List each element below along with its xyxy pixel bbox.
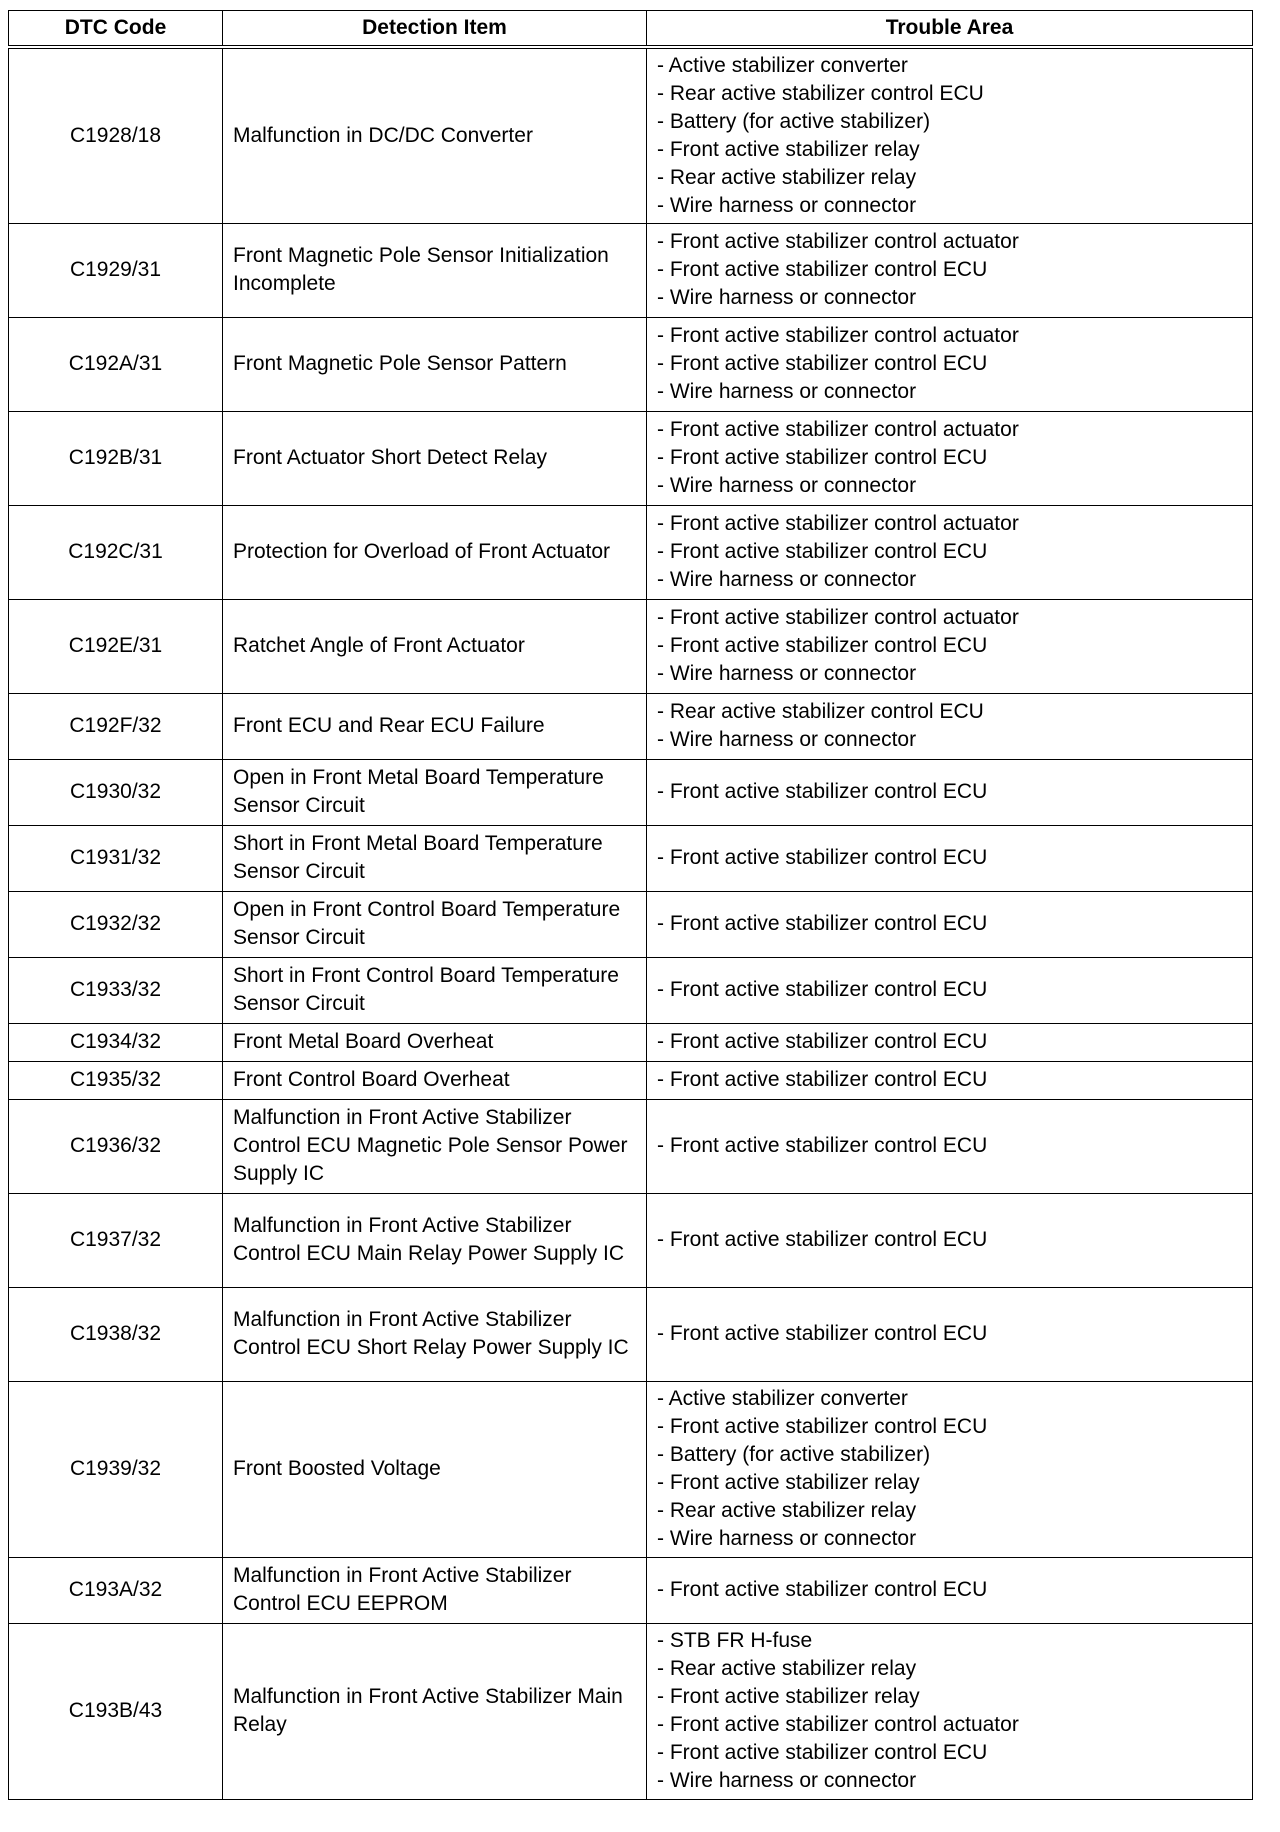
dtc-code-cell: C1936/32	[9, 1099, 223, 1193]
trouble-area-item: - Front active stabilizer control ECU	[657, 780, 988, 803]
detection-item-cell: Malfunction in Front Active Stabilizer Control ECU EEPROM	[223, 1557, 647, 1623]
table-row	[9, 223, 1253, 317]
trouble-area-item: - Front active stabilizer control ECU	[657, 846, 988, 869]
trouble-area-item: - Active stabilizer converter	[657, 1387, 908, 1410]
trouble-area-item: - Front active stabilizer control ECU	[657, 1228, 988, 1251]
trouble-area-cell	[647, 693, 1253, 759]
trouble-area-item: - Wire harness or connector	[657, 380, 917, 403]
trouble-area-item: - Wire harness or connector	[657, 662, 917, 685]
trouble-area-item: - Wire harness or connector	[657, 474, 917, 497]
dtc-code-cell: C1931/32	[9, 825, 223, 891]
trouble-area-cell	[647, 505, 1253, 599]
dtc-code-cell: C1939/32	[9, 1381, 223, 1557]
trouble-area-cell	[647, 1623, 1253, 1799]
trouble-area-item: - Front active stabilizer control actuator	[657, 1713, 1019, 1736]
table-row	[9, 1381, 1253, 1557]
dtc-code-cell: C1933/32	[9, 957, 223, 1023]
trouble-area-item: - Front active stabilizer control ECU	[657, 1322, 988, 1345]
trouble-area-cell	[647, 1557, 1253, 1623]
trouble-area-item: - Front active stabilizer control ECU	[657, 258, 988, 281]
detection-item-cell: Short in Front Metal Board Temperature Sensor Circuit	[223, 825, 647, 891]
trouble-area-item: - Front active stabilizer control ECU	[657, 978, 988, 1001]
table-row	[9, 1099, 1253, 1193]
trouble-area-cell	[647, 891, 1253, 957]
detection-item-cell: Front ECU and Rear ECU Failure	[223, 693, 647, 759]
trouble-area-cell	[647, 317, 1253, 411]
trouble-area-item: - Front active stabilizer control ECU	[657, 1134, 988, 1157]
trouble-area-item: - Front active stabilizer control actuator	[657, 606, 1019, 629]
header-dtc-code: DTC Code	[9, 11, 223, 48]
trouble-area-item: - Rear active stabilizer control ECU	[657, 700, 984, 723]
trouble-area-item: - Front active stabilizer control ECU	[657, 912, 988, 935]
trouble-area-cell	[647, 47, 1253, 223]
table-row	[9, 1061, 1253, 1099]
trouble-area-item: - Front active stabilizer control ECU	[657, 634, 988, 657]
dtc-code-cell: C1937/32	[9, 1193, 223, 1287]
dtc-code-cell: C192C/31	[9, 505, 223, 599]
trouble-area-cell	[647, 599, 1253, 693]
trouble-area-item: - Front active stabilizer control ECU	[657, 352, 988, 375]
trouble-area-item: - Wire harness or connector	[657, 193, 917, 217]
trouble-area-item: - Active stabilizer converter	[657, 53, 908, 77]
trouble-area-item: - Front active stabilizer relay	[657, 1471, 920, 1494]
table-row	[9, 1193, 1253, 1287]
detection-item-cell: Ratchet Angle of Front Actuator	[223, 599, 647, 693]
trouble-area-item: - Front active stabilizer control ECU	[657, 1741, 988, 1764]
table-row	[9, 599, 1253, 693]
table-row	[9, 1623, 1253, 1799]
dtc-code-cell: C192F/32	[9, 693, 223, 759]
trouble-area-item: - Wire harness or connector	[657, 568, 917, 591]
detection-item-cell: Front Magnetic Pole Sensor Initialization Incomplete	[223, 223, 647, 317]
trouble-area-item: - Front active stabilizer control ECU	[657, 1030, 988, 1053]
trouble-area-cell	[647, 411, 1253, 505]
detection-item-cell: Front Control Board Overheat	[223, 1061, 647, 1099]
trouble-area-cell	[647, 1023, 1253, 1061]
detection-item-cell: Open in Front Metal Board Temperature Sensor Circuit	[223, 759, 647, 825]
trouble-area-cell	[647, 1287, 1253, 1381]
detection-item-cell: Protection for Overload of Front Actuator	[223, 505, 647, 599]
detection-item-cell: Malfunction in Front Active Stabilizer Main Relay	[223, 1623, 647, 1799]
trouble-area-cell	[647, 759, 1253, 825]
trouble-area-item: - Front active stabilizer control actuator	[657, 230, 1019, 253]
trouble-area-item: - Rear active stabilizer relay	[657, 165, 917, 189]
trouble-area-item: - Wire harness or connector	[657, 1527, 917, 1550]
dtc-code-cell: C193B/43	[9, 1623, 223, 1799]
dtc-code-cell: C1934/32	[9, 1023, 223, 1061]
trouble-area-cell	[647, 1193, 1253, 1287]
dtc-table	[8, 10, 1253, 1800]
header-detection-item: Detection Item	[223, 11, 647, 48]
dtc-code-cell: C192E/31	[9, 599, 223, 693]
dtc-code-cell: C1928/18	[9, 47, 223, 223]
trouble-area-item: - Front active stabilizer relay	[657, 1685, 920, 1708]
dtc-code-cell: C1938/32	[9, 1287, 223, 1381]
table-row	[9, 891, 1253, 957]
trouble-area-cell	[647, 1381, 1253, 1557]
dtc-code-cell: C192B/31	[9, 411, 223, 505]
trouble-area-item: - Rear active stabilizer relay	[657, 1657, 917, 1680]
table-row	[9, 1557, 1253, 1623]
detection-item-cell: Open in Front Control Board Temperature Sensor Circuit	[223, 891, 647, 957]
header-trouble-area: Trouble Area	[647, 11, 1253, 48]
trouble-area-item: - Rear active stabilizer control ECU	[657, 81, 984, 105]
dtc-code-cell: C1932/32	[9, 891, 223, 957]
trouble-area-cell	[647, 1061, 1253, 1099]
detection-item-cell: Malfunction in DC/DC Converter	[223, 47, 647, 223]
table-row	[9, 505, 1253, 599]
detection-item-cell: Front Boosted Voltage	[223, 1381, 647, 1557]
trouble-area-item: - STB FR H-fuse	[657, 1629, 813, 1652]
trouble-area-item: - Wire harness or connector	[657, 286, 917, 309]
trouble-area-item: - Front active stabilizer control actuator	[657, 512, 1019, 535]
trouble-area-item: - Front active stabilizer control ECU	[657, 1578, 988, 1601]
detection-item-cell: Malfunction in Front Active Stabilizer Control ECU Short Relay Power Supply IC	[223, 1287, 647, 1381]
dtc-code-cell: C192A/31	[9, 317, 223, 411]
trouble-area-item: - Front active stabilizer control ECU	[657, 540, 988, 563]
table-row	[9, 317, 1253, 411]
table-row	[9, 1287, 1253, 1381]
detection-item-cell: Short in Front Control Board Temperature Sensor Circuit	[223, 957, 647, 1023]
trouble-area-item: - Battery (for active stabilizer)	[657, 1443, 931, 1466]
detection-item-cell: Malfunction in Front Active Stabilizer Control ECU Main Relay Power Supply IC	[223, 1193, 647, 1287]
trouble-area-item: - Battery (for active stabilizer)	[657, 109, 931, 133]
trouble-area-item: - Front active stabilizer control ECU	[657, 1068, 988, 1091]
trouble-area-item: - Front active stabilizer relay	[657, 137, 920, 161]
trouble-area-item: - Wire harness or connector	[657, 1769, 917, 1792]
table-row	[9, 957, 1253, 1023]
table-row	[9, 759, 1253, 825]
dtc-code-cell: C193A/32	[9, 1557, 223, 1623]
table-body	[9, 47, 1253, 1799]
dtc-code-cell: C1929/31	[9, 223, 223, 317]
table-row	[9, 47, 1253, 223]
trouble-area-item: - Front active stabilizer control actuator	[657, 418, 1019, 441]
trouble-area-cell	[647, 223, 1253, 317]
table-row	[9, 1023, 1253, 1061]
trouble-area-item: - Front active stabilizer control actuator	[657, 324, 1019, 347]
trouble-area-item: - Front active stabilizer control ECU	[657, 446, 988, 469]
table-header-row	[9, 11, 1253, 48]
table-row	[9, 825, 1253, 891]
trouble-area-cell	[647, 957, 1253, 1023]
trouble-area-cell	[647, 825, 1253, 891]
table-row	[9, 411, 1253, 505]
trouble-area-item: - Front active stabilizer control ECU	[657, 1415, 988, 1438]
detection-item-cell: Malfunction in Front Active Stabilizer Control ECU Magnetic Pole Sensor Power Supply IC	[223, 1099, 647, 1193]
trouble-area-item: - Wire harness or connector	[657, 728, 917, 751]
detection-item-cell: Front Magnetic Pole Sensor Pattern	[223, 317, 647, 411]
detection-item-cell: Front Actuator Short Detect Relay	[223, 411, 647, 505]
dtc-code-cell: C1935/32	[9, 1061, 223, 1099]
detection-item-cell: Front Metal Board Overheat	[223, 1023, 647, 1061]
dtc-code-cell: C1930/32	[9, 759, 223, 825]
trouble-area-item: - Rear active stabilizer relay	[657, 1499, 917, 1522]
table-row	[9, 693, 1253, 759]
trouble-area-cell	[647, 1099, 1253, 1193]
